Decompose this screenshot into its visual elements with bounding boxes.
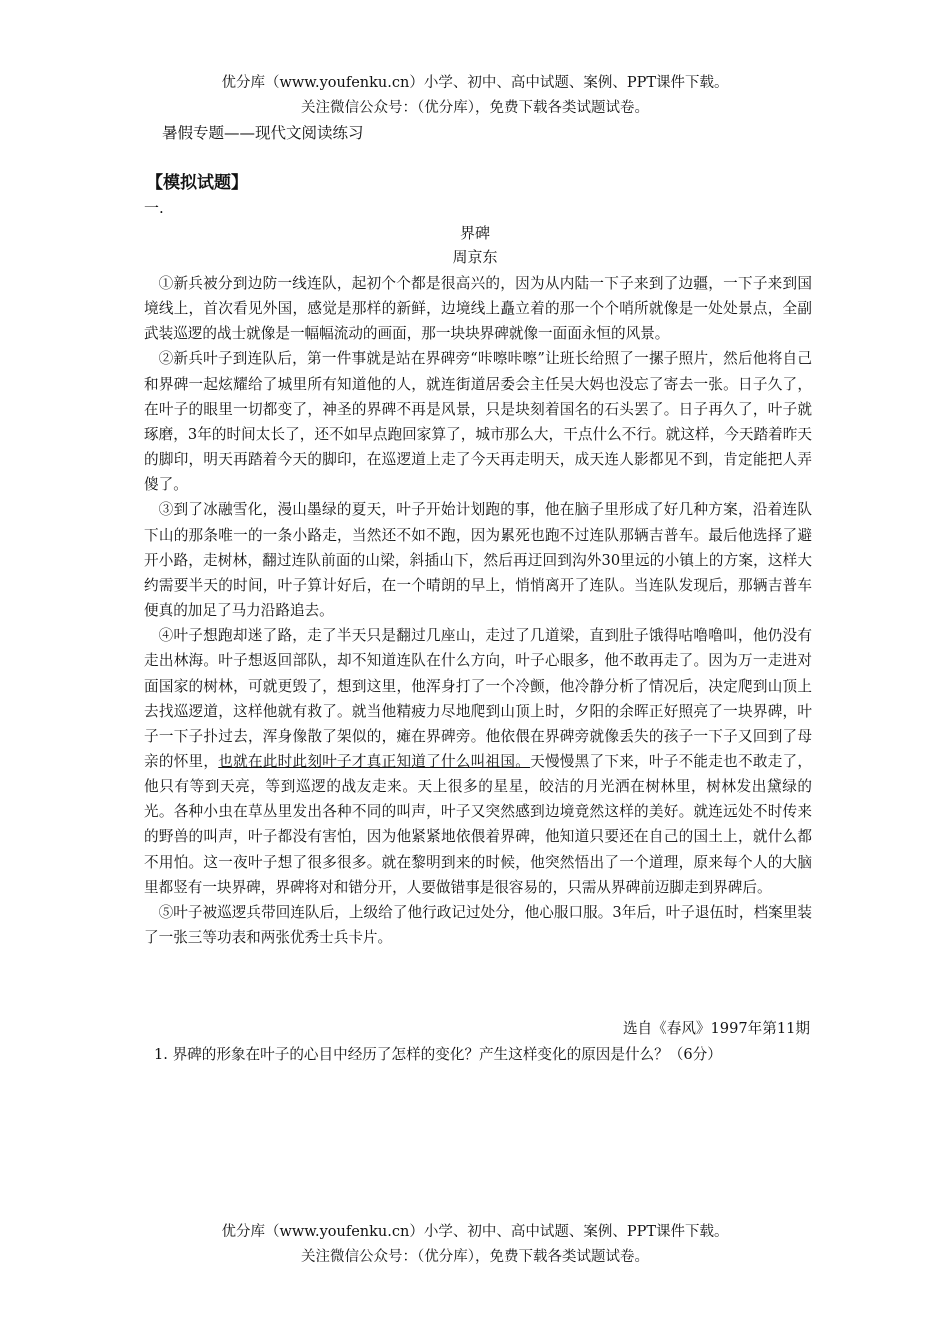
article-title: 界碑 xyxy=(459,224,490,242)
paragraph-5: ⑤叶子被巡逻兵带回连队后，上级给了他行政记过处分，他心服口服。3年后，叶子退伍时，档案里装了一张三等功表和两张优秀士兵卡片。 xyxy=(144,903,812,947)
paragraph-4-part-2: 天慢慢黑了下来，叶子不能走也不敢走了，他只有等到天亮，等到巡逻的战友走来。天上很多的星星，皎洁的月光洒在树林里，树林发出黛绿的光。各种小虫在草丛里发出各种不同的叫声，叶子又突然感到边境竟然这样的美好。就连远处不时传来的野兽的叫声，叶子都没有害怕，因为他紧紧地依偎着界碑，他知道只要还在自己的国土上，就什么都不用怕。这一夜叶子想了很多很多。就在黎明到来的时候，他突然悟出了一个道理，原来每个人的大脑里都竖有一块界碑，界碑将对和错分开，人要做错事是很容易的，只需从界碑前迈脚走到界碑后。 xyxy=(144,752,812,896)
article-source: 选自《春风》1997年第11期 xyxy=(622,1020,810,1037)
subject-title: 暑假专题——现代文阅读练习 xyxy=(162,124,364,142)
question-1: 1. 界碑的形象在叶子的心目中经历了怎样的变化？产生这样变化的原因是什么？（6分） xyxy=(154,1046,722,1063)
article-body xyxy=(144,271,812,950)
header-line-2: 关注微信公众号：（优分库），免费下载各类试题试卷。 xyxy=(301,100,649,116)
paragraph-4-part-1: ④叶子想跑却迷了路，走了半天只是翻过几座山，走过了几道梁，直到肚子饿得咕噜噜叫，他仍没有走出林海。叶子想返回部队，却不知道连队在什么方向，叶子心眼多，他不敢再走了。因为万一走进对面国家的树林，可就更毁了，想到这里，他浑身打了一个冷颤，他冷静分析了情况后，决定爬到山顶上去找巡逻道，这样他就有救了。就当他精疲力尽地爬到山顶上时，夕阳的余晖正好照亮了一块界碑，叶子一下子扑过去，浑身像散了架似的，瘫在界碑旁。他依偎在界碑旁就像丢失的孩子一下子又回到了母亲的怀里， xyxy=(144,627,812,770)
part-number: 一. xyxy=(144,199,164,217)
footer-line-2: 关注微信公众号：（优分库），免费下载各类试题试卷。 xyxy=(301,1249,649,1265)
paragraph-3: ③到了冰融雪化，漫山墨绿的夏天，叶子开始计划跑的事，他在脑子里形成了好几种方案，沿着连队下山的那条唯一的一条小路走，当然还不如不跑，因为累死也跑不过连队那辆吉普车。最后他选择了避开小路，走树林，翻过连队前面的山梁，斜插山下，然后再迂回到沟外30里远的小镇上的方案，这样大约需要半天的时间，叶子算计好后，在一个晴朗的早上，悄悄离开了连队。当连队发现后，那辆吉普车便真的加足了马力沿路追去。 xyxy=(144,501,812,620)
header-line-1: 优分库（www.youfenku.cn）小学、初中、高中试题、案例、PPT课件下载。 xyxy=(221,75,729,91)
article-author: 周京东 xyxy=(452,248,498,266)
paragraph-1: ①新兵被分到边防一线连队，起初个个都是很高兴的，因为从内陆一下子来到了边疆，一下子来到国境线上，首次看见外国，感觉是那样的新鲜，边境线上矗立着的那一个个哨所就像是一处处景点，全副武装巡逻的战士就像是一幅幅流动的画面，那一块块界碑就像一面面永恒的风景。 xyxy=(144,275,812,343)
underlined-sentence: 也就在此时此刻叶子才真正知道了什么叫祖国。 xyxy=(218,752,531,770)
section-title: 【模拟试题】 xyxy=(146,173,248,193)
paragraph-4 xyxy=(144,623,812,900)
footer-line-1: 优分库（www.youfenku.cn）小学、初中、高中试题、案例、PPT课件下载。 xyxy=(221,1224,729,1240)
paragraph-2: ②新兵叶子到连队后，第一件事就是站在界碑旁“咔嚓咔嚓”让班长给照了一摞子照片，然后他将自己和界碑一起炫耀给了城里所有知道他的人，就连街道居委会主任吴大妈也没忘了寄去一张。日子久了，在叶子的眼里一切都变了，神圣的界碑不再是风景，只是块刻着国名的石头罢了。日子再久了，叶子就琢磨，3年的时间太长了，还不如早点跑回家算了，城市那么大，干点什么不行。就这样，今天踏着昨天的脚印，明天再踏着今天的脚印，在巡逻道上走了今天再走明天，成天连人影都见不到，肯定能把人弄傻了。 xyxy=(144,350,812,494)
